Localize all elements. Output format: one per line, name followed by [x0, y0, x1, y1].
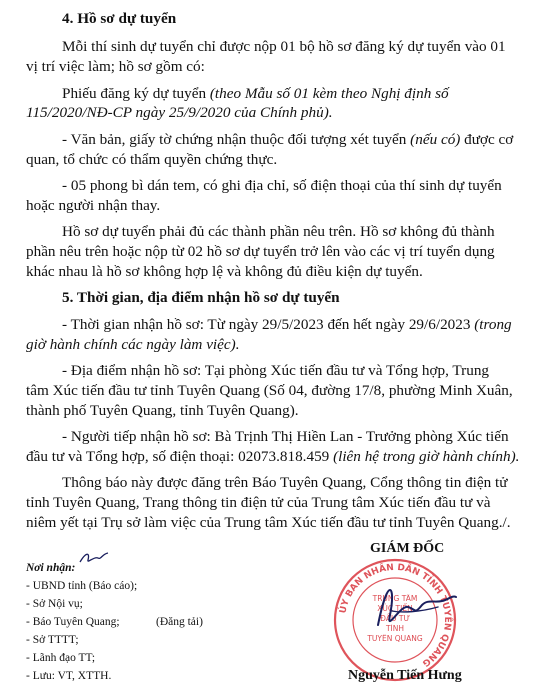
paragraph-line: Thông báo này được đăng trên Báo Tuyên Quang, Cổng thông tin điện tử [62, 474, 508, 491]
paragraph-line: - Người tiếp nhận hồ sơ: Bà Trịnh Thị Hiền Lan - Trưởng phòng Xúc tiến [62, 428, 509, 445]
initial-signature-icon [78, 548, 112, 568]
recipient-item: - Lãnh đạo TT; [26, 652, 96, 664]
paragraph-line: giờ hành chính các ngày làm việc). [26, 336, 240, 353]
svg-text:XÚC TIẾN: XÚC TIẾN [377, 604, 413, 613]
paragraph-line: khác nhau là hồ sơ không hợp lệ và không đủ điều kiện dự tuyển. [26, 263, 423, 280]
paragraph-line: phần nêu trên hoặc nộp từ 02 hồ sơ dự tuyển trở lên vào các vị trí tuyển dụng [26, 243, 495, 260]
text-run: - Văn bản, giấy tờ chứng nhận thuộc đối tượng xét tuyển [62, 131, 411, 148]
section-4-heading: 4. Hồ sơ dự tuyển [62, 10, 177, 27]
stamp-seal-icon [330, 555, 460, 685]
recipient-note: (Đăng tải) [156, 616, 203, 628]
recipient-item: - Báo Tuyên Quang; [26, 616, 120, 628]
paragraph-line: tâm Xúc tiến đầu tư tỉnh Tuyên Quang (Số 04, đường 17/8, phường Minh Xuân, [26, 382, 513, 399]
italic-text-run: (liên hệ trong giờ hành chính). [333, 448, 520, 465]
paragraph-line [62, 316, 512, 334]
recipient-item: - UBND tỉnh (Báo cáo); [26, 580, 138, 592]
italic-text-run: (nếu có) [410, 131, 461, 148]
italic-text-run: (trong [474, 316, 512, 333]
paragraph-line: vị trí việc làm; hồ sơ gồm có: [26, 58, 205, 75]
recipient-item: - Sở Nội vụ; [26, 598, 83, 610]
paragraph-line [26, 448, 519, 466]
paragraph-line: hoặc người nhận thay. [26, 197, 161, 214]
paragraph-line: niêm yết tại Trụ sở làm việc của Trung tâm Xúc tiến đầu tư tỉnh Tuyên Quang./. [26, 514, 511, 531]
paragraph-line: tỉnh Tuyên Quang, Trang thông tin điện tử của Trung tâm Xúc tiến đầu tư và [26, 494, 491, 511]
text-run: - Thời gian nhận hồ sơ: Từ ngày 29/5/2023 đến hết ngày 29/6/2023 [62, 316, 475, 333]
text-run: đầu tư và Tổng hợp, số điện thoại: 02073.818.459 [26, 448, 334, 465]
text-run: Phiếu đăng ký dự tuyển [62, 85, 210, 102]
recipient-item: - Sở TTTT; [26, 634, 79, 646]
svg-text:ỦY BAN NHÂN DÂN TỈNH TUYÊN QUA: ỦY BAN NHÂN DÂN TỈNH TUYÊN QUANG [338, 562, 453, 668]
paragraph-line: thành phố Tuyên Quang, tỉnh Tuyên Quang). [26, 402, 299, 419]
signer-title: GIÁM ĐỐC [370, 541, 445, 556]
recipient-item: - Lưu: VT, XTTH. [26, 670, 112, 682]
section-5-heading: 5. Thời gian, địa điểm nhận hồ sơ dự tuyển [62, 289, 340, 306]
paragraph-line: - Địa điểm nhận hồ sơ: Tại phòng Xúc tiến đầu tư và Tổng hợp, Trung [62, 362, 490, 379]
svg-text:TRUNG TÂM: TRUNG TÂM [372, 594, 418, 603]
paragraph-line: Mỗi thí sinh dự tuyển chỉ được nộp 01 bộ hồ sơ đăng ký dự tuyển vào 01 [62, 38, 506, 55]
svg-text:ĐẦU TƯ: ĐẦU TƯ [380, 614, 410, 623]
signer-name: Nguyễn Tiến Hưng [348, 668, 462, 683]
svg-text:TUYÊN QUANG: TUYÊN QUANG [367, 634, 423, 643]
paragraph-line: quan, tổ chức có thẩm quyền chứng thực. [26, 151, 278, 168]
italic-text-run: (theo Mẫu số 01 kèm theo Nghị định số [209, 85, 449, 102]
paragraph-line [62, 131, 513, 149]
paragraph-line: Hồ sơ dự tuyển phải đủ các thành phần nêu trên. Hồ sơ không đủ thành [62, 223, 495, 240]
official-stamp [330, 555, 460, 685]
recipients-title: Nơi nhận: [26, 562, 76, 574]
paragraph-line: - 05 phong bì dán tem, có ghi địa chỉ, số điện thoại của thí sinh dự tuyển [62, 177, 502, 194]
paragraph-line [62, 85, 449, 103]
svg-text:TỈNH: TỈNH [385, 624, 405, 633]
text-run: được cơ [460, 131, 514, 148]
paragraph-line: 115/2020/NĐ-CP ngày 25/9/2020 của Chính phủ). [26, 104, 333, 121]
